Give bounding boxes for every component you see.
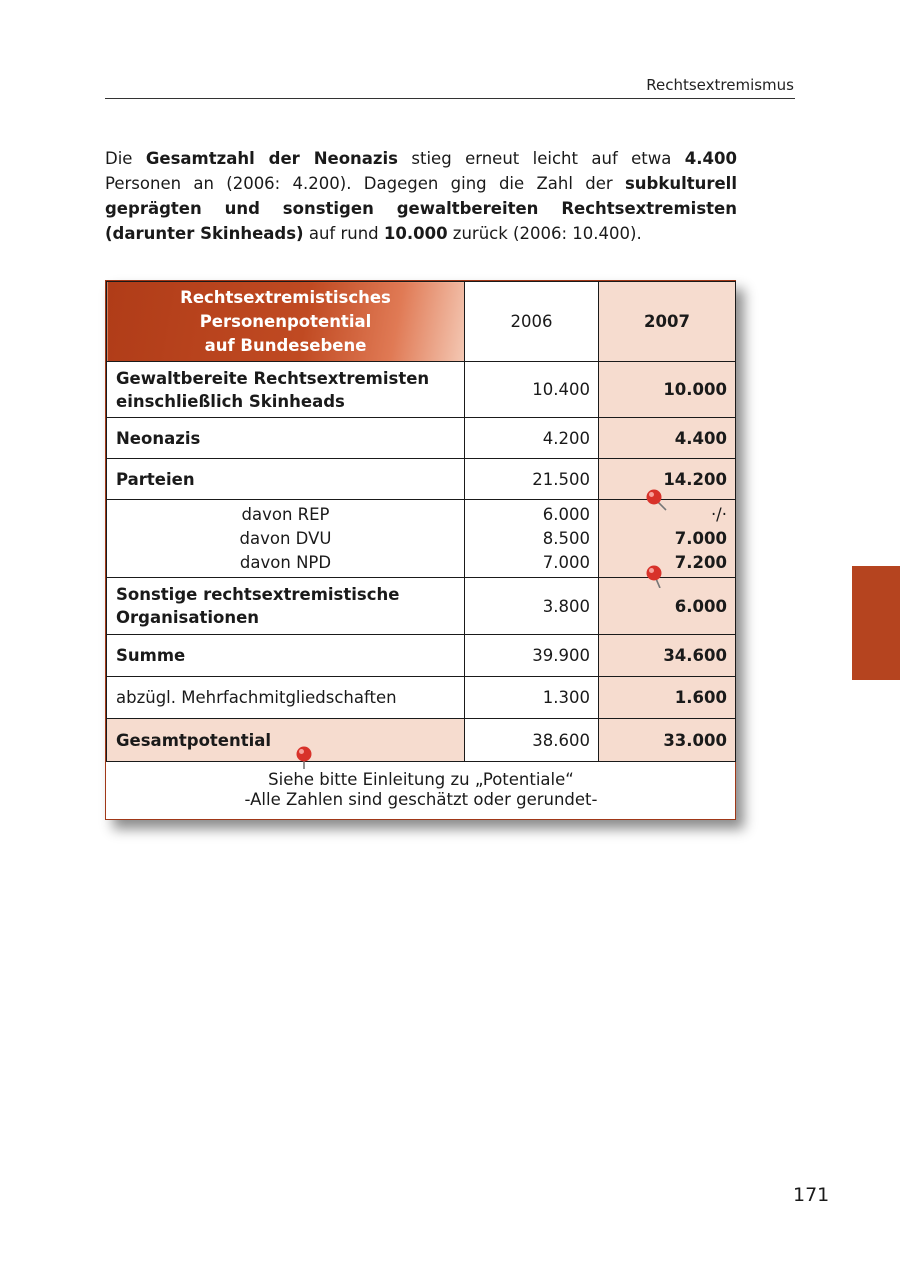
table-header-row xyxy=(107,282,736,362)
party-label-dvu: davon DVU xyxy=(239,528,332,548)
intro-bold-3: subkulturell geprägten und sonstigen gewaltbereiten Rechtsextremisten (darunter Skinheads) xyxy=(105,174,737,243)
page-number: 171 xyxy=(793,1184,830,1206)
row-label: Summe xyxy=(107,635,465,677)
value-2006: 21.500 xyxy=(465,459,599,500)
value-2006: 38.600 xyxy=(465,719,599,762)
row-label: Neonazis xyxy=(107,418,465,459)
table-title-line: auf Bundesebene xyxy=(204,335,367,355)
value-2006: 10.400 xyxy=(465,362,599,418)
table-row xyxy=(107,578,736,635)
section-title: Rechtsextremismus xyxy=(646,76,794,94)
party-label-npd: davon NPD xyxy=(239,552,332,572)
red-pushpin-icon xyxy=(293,745,317,769)
value-2007: 7.000 xyxy=(674,528,727,548)
table-row xyxy=(107,459,736,500)
value-2006: 7.000 xyxy=(542,552,590,572)
intro-text-5: zurück (2006: 10.400). xyxy=(447,224,642,243)
intro-bold-1: Gesamtzahl der Neonazis xyxy=(145,149,398,168)
value-2006: 1.300 xyxy=(465,677,599,719)
running-header xyxy=(105,76,795,99)
table-row xyxy=(107,418,736,459)
red-pushpin-icon xyxy=(645,488,669,512)
table-total-row xyxy=(107,719,736,762)
row-label-line: Gewaltbereite Rechtsextremisten xyxy=(116,368,430,388)
value-2007: 4.400 xyxy=(599,418,736,459)
table-title-line: Rechtsextremistisches xyxy=(180,287,391,307)
potential-table xyxy=(105,280,736,820)
row-label-line: einschließlich Skinheads xyxy=(116,391,345,411)
intro-text-1: Die xyxy=(105,149,146,168)
table-row xyxy=(107,677,736,719)
value-2007: 14.200 xyxy=(599,459,736,500)
value-2007: 7.200 xyxy=(674,552,727,572)
footnote-line: Siehe bitte Einleitung zu „Potentiale“ xyxy=(268,769,574,789)
footnote-line: -Alle Zahlen sind geschätzt oder gerundet- xyxy=(244,789,598,809)
value-2007: 1.600 xyxy=(599,677,736,719)
intro-paragraph xyxy=(105,146,737,246)
row-label-line: Organisationen xyxy=(116,608,260,627)
row-label: abzügl. Mehrfachmitgliedschaften xyxy=(107,677,465,719)
value-2006: 8.500 xyxy=(542,528,590,548)
table-footnote xyxy=(107,762,736,818)
table-row xyxy=(107,362,736,418)
value-2007: 10.000 xyxy=(599,362,736,418)
party-label-rep: davon REP xyxy=(241,504,330,524)
party-breakdown-row xyxy=(107,500,736,578)
value-2006: 4.200 xyxy=(465,418,599,459)
row-label: Gesamtpotential xyxy=(107,719,465,762)
value-2007: 33.000 xyxy=(599,719,736,762)
value-2006: 39.900 xyxy=(465,635,599,677)
row-label xyxy=(107,362,465,418)
potential-table-grid xyxy=(106,281,736,818)
intro-bold-2: 4.400 xyxy=(684,149,737,168)
party-values-2006 xyxy=(465,500,599,578)
value-2007: 6.000 xyxy=(599,578,736,635)
year-2007-header: 2007 xyxy=(599,282,736,362)
table-title-cell xyxy=(107,282,465,362)
value-2006: 6.000 xyxy=(542,504,590,524)
value-2007: ·/· xyxy=(710,504,727,524)
intro-text-2: stieg erneut leicht auf etwa xyxy=(398,149,685,168)
value-2007: 34.600 xyxy=(599,635,736,677)
intro-text-4: auf rund xyxy=(303,224,384,243)
year-2006-header: 2006 xyxy=(465,282,599,362)
intro-bold-4: 10.000 xyxy=(383,224,448,243)
chapter-tab xyxy=(852,566,900,680)
table-title-line: Personenpotential xyxy=(199,311,372,331)
table-footnote-row xyxy=(107,762,736,818)
red-pushpin-icon xyxy=(645,564,669,588)
row-label xyxy=(107,578,465,635)
row-label-line: Sonstige rechtsextremistische xyxy=(116,585,400,604)
row-label: Parteien xyxy=(107,459,465,500)
intro-text-3: Personen an (2006: 4.200). Dagegen ging die Zahl der xyxy=(105,174,625,193)
party-labels xyxy=(107,500,465,578)
table-row xyxy=(107,635,736,677)
value-2006: 3.800 xyxy=(465,578,599,635)
